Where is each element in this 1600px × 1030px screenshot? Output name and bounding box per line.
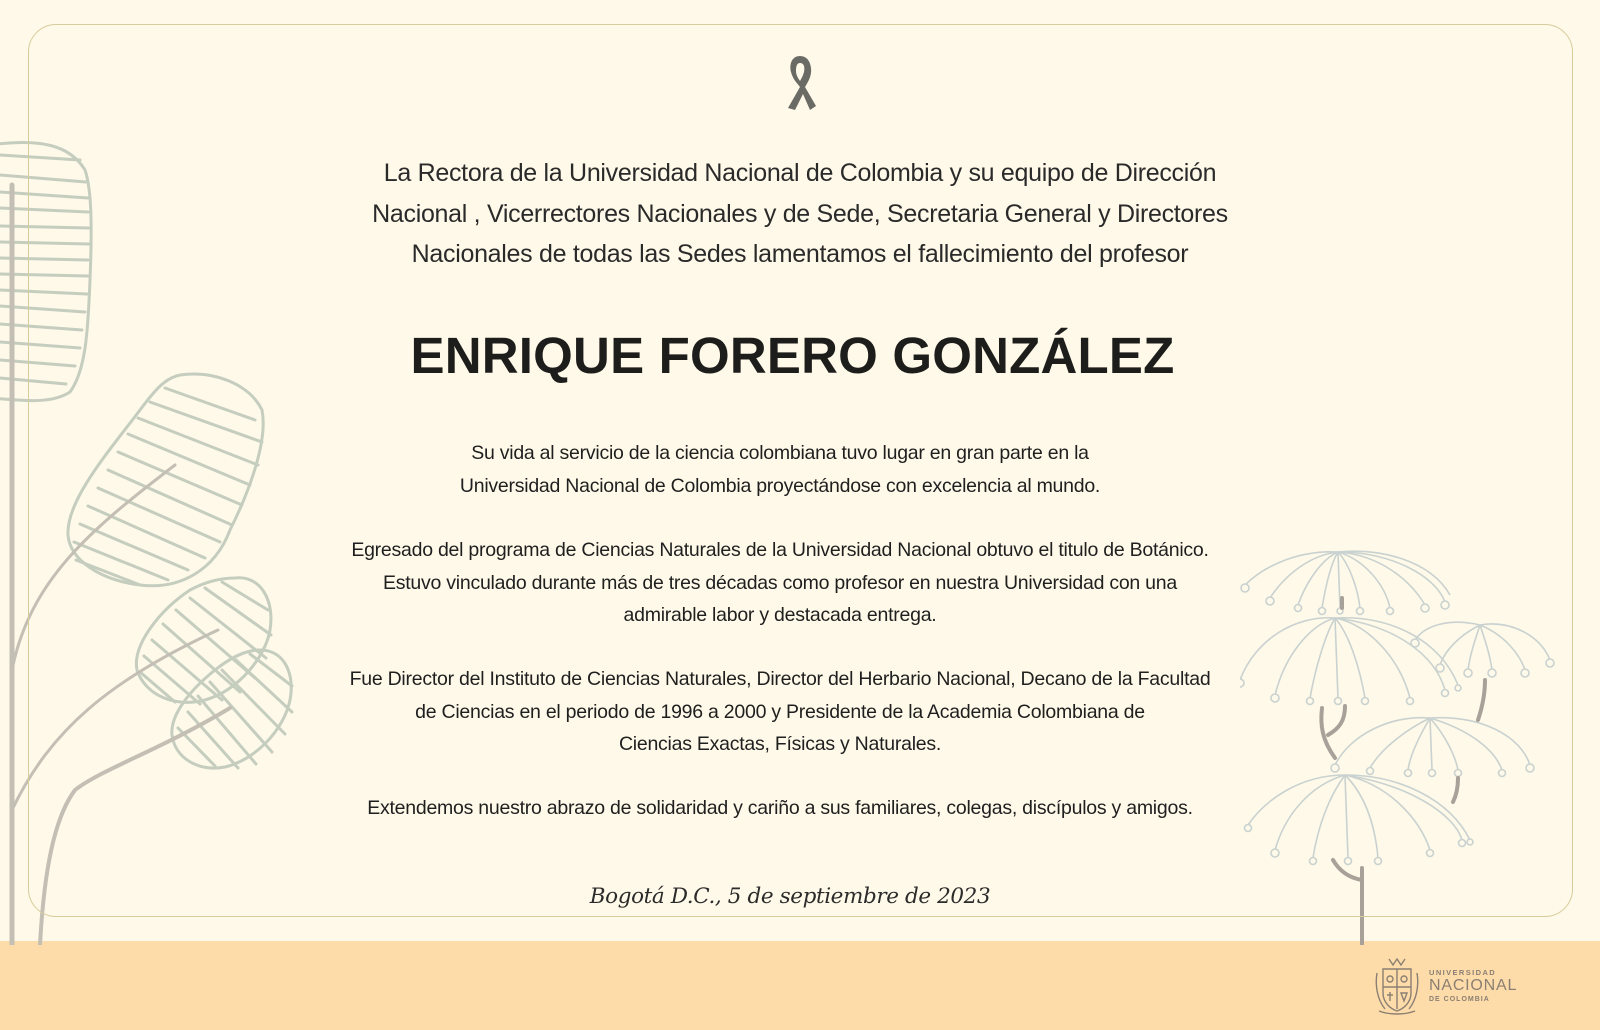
logo-line-nacional: NACIONAL [1429, 977, 1518, 995]
mourning-ribbon-icon [784, 54, 816, 112]
dateline: Bogotá D.C., 5 de septiembre de 2023 [589, 884, 991, 909]
logo-line-universidad: UNIVERSIDAD [1429, 967, 1497, 977]
paragraph-education [290, 534, 1270, 632]
intro-line: La Rectora de la Universidad Nacional de Colombia y su equipo de Dirección [383, 159, 1217, 187]
footer-band [0, 941, 1600, 1030]
paragraph-line: Egresado del programa de Ciencias Naturales de la Universidad Nacional obtuvo el titulo de Botánico. [351, 539, 1209, 561]
paragraph-line: Fue Director del Instituto de Ciencias Naturales, Director del Herbario Nacional, Decano de la Facultad [349, 668, 1211, 690]
university-crest-icon [1373, 955, 1421, 1017]
paragraph-line: Estuvo vinculado durante más de tres décadas como profesor en nuestra Universidad con una [383, 571, 1177, 594]
intro-statement [300, 153, 1300, 275]
deceased-name-heading: ENRIQUE FORERO GONZÁLEZ [410, 327, 1175, 384]
intro-line: Nacionales de todas las Sedes lamentamos el fallecimiento del profesor [411, 240, 1189, 268]
paragraph-line: Su vida al servicio de la ciencia colombiana tuvo lugar en gran parte en la [471, 442, 1089, 464]
logo-line-de-colombia: DE COLOMBIA [1429, 996, 1490, 1004]
paragraph-life [290, 437, 1270, 502]
paragraph-line: Universidad Nacional de Colombia proyectándose con excelencia al mundo. [459, 474, 1101, 497]
paragraph-line: admirable labor y destacada entrega. [623, 604, 937, 626]
paragraph-positions [290, 663, 1270, 761]
intro-line: Nacional , Vicerrectores Nacionales y de Sede, Secretaria General y Directores [372, 199, 1228, 228]
paragraph-line: Extendemos nuestro abrazo de solidaridad y cariño a sus familiares, colegas, discípulos y amigos. [367, 797, 1193, 819]
paragraph-condolences [290, 792, 1270, 825]
paragraph-line: de Ciencias en el periodo de 1996 a 2000 y Presidente de la Academia Colombiana de [415, 700, 1145, 723]
university-logo [1373, 955, 1533, 1017]
paragraph-line: Ciencias Exactas, Físicas y Naturales. [618, 733, 942, 755]
